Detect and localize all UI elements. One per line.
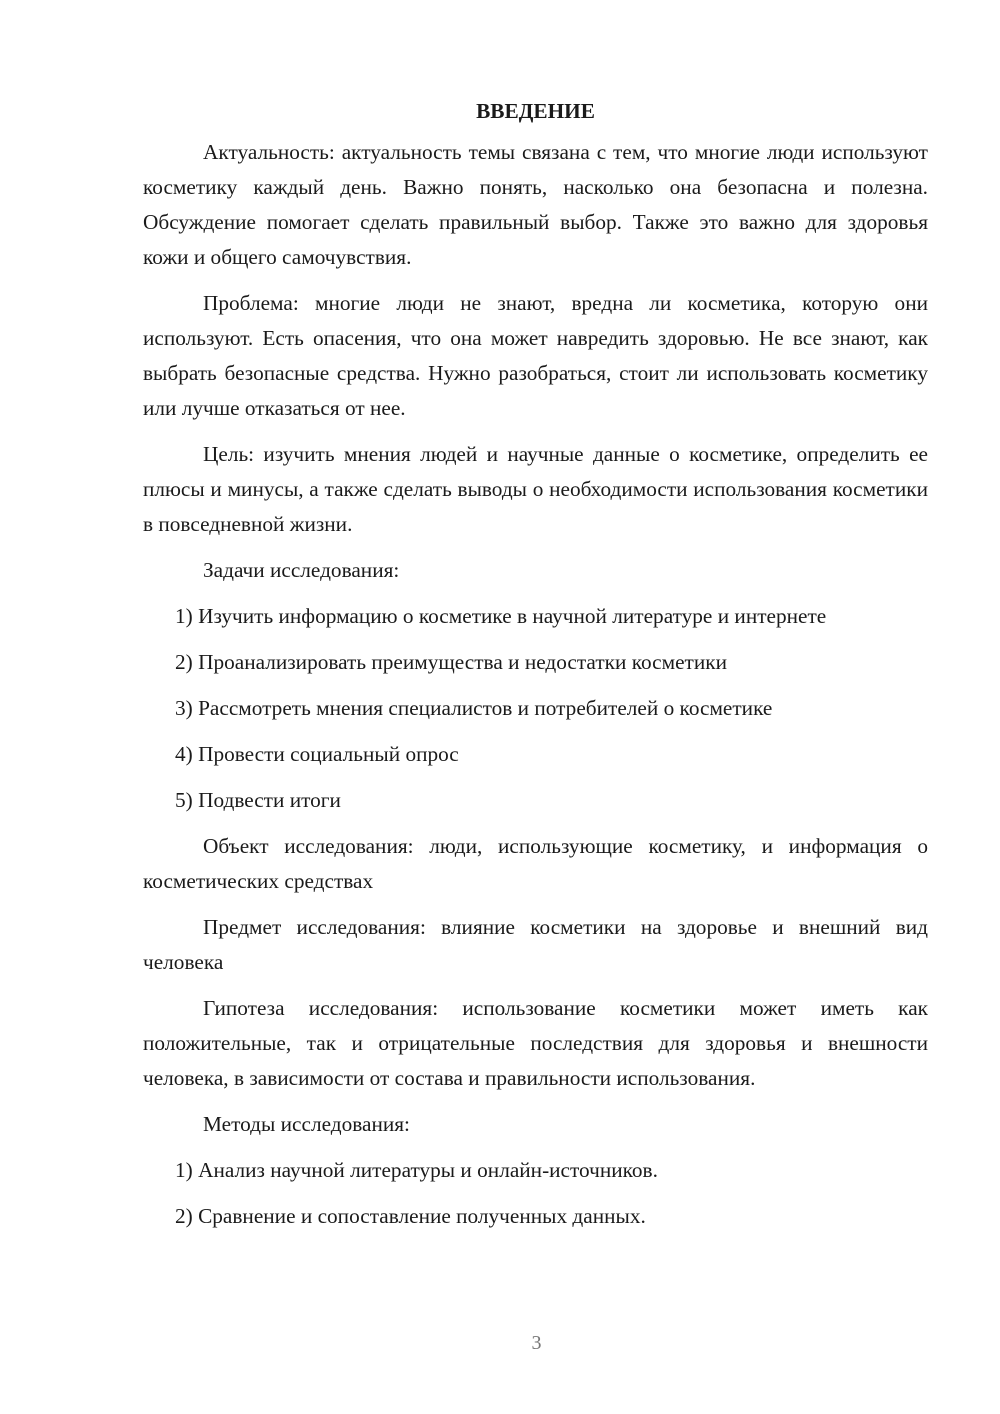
- task-item: 3) Рассмотреть мнения специалистов и потребителей о косметике: [175, 696, 773, 720]
- task-item: 5) Подвести итоги: [175, 788, 341, 812]
- object-paragraph: Объект исследования: люди, использующие косметику, и информация о косметических средствах: [143, 834, 928, 893]
- task-item: 4) Провести социальный опрос: [175, 742, 459, 766]
- methods-heading: Методы исследования:: [203, 1112, 410, 1136]
- task-item: 2) Проанализировать преимущества и недостатки косметики: [175, 650, 727, 674]
- method-item: 2) Сравнение и сопоставление полученных данных.: [175, 1204, 646, 1228]
- hypothesis-paragraph: Гипотеза исследования: использование косметики может иметь как положительные, так и отрицательные последствия для здоровья и внешности человека, в зависимости от состава и правильности использования.: [143, 996, 928, 1090]
- section-title: ВВЕДЕНИЕ: [476, 99, 595, 123]
- tasks-heading: Задачи исследования:: [203, 558, 400, 582]
- page-number: 3: [531, 1332, 542, 1354]
- task-item: 1) Изучить информацию о косметике в научной литературе и интернете: [175, 604, 827, 628]
- goal-paragraph: Цель: изучить мнения людей и научные данные о косметике, определить ее плюсы и минусы, а также сделать выводы о необходимости использования косметики в повседневной жизни.: [143, 442, 928, 536]
- problem-paragraph: Проблема: многие люди не знают, вредна ли косметика, которую они используют. Есть опасения, что она может навредить здоровью. Не все знают, как выбрать безопасные средства. Нужно разобраться, стоит ли использовать косметику или лучше отказаться от нее.: [143, 291, 928, 420]
- method-item: 1) Анализ научной литературы и онлайн-источников.: [175, 1158, 658, 1182]
- document-page: [143, 92, 928, 1245]
- subject-paragraph: Предмет исследования: влияние косметики на здоровье и внешний вид человека: [143, 915, 928, 974]
- relevance-paragraph: Актуальность: актуальность темы связана с тем, что многие люди используют косметику каждый день. Важно понять, насколько она безопасна и полезна. Обсуждение помогает сделать правильный выбор. Также это важно для здоровья кожи и общего самочувствия.: [143, 140, 928, 269]
